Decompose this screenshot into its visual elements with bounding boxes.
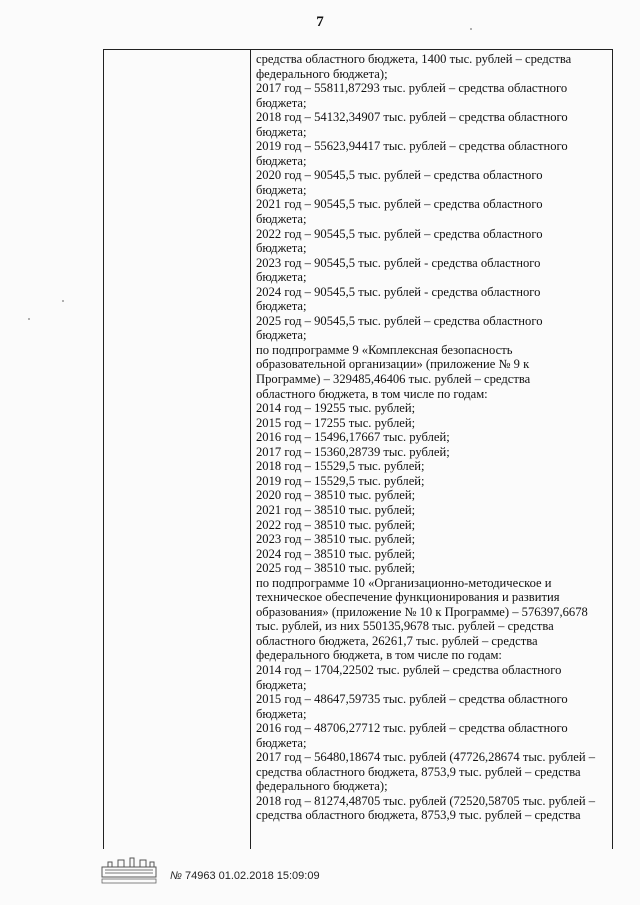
scan-speck xyxy=(470,28,472,30)
text-line: средства областного бюджета, 1400 тыс. рублей – средства xyxy=(256,52,572,66)
text-line: бюджета; xyxy=(256,328,307,343)
text-line: областного бюджета, 26261,7 тыс. рублей – средства xyxy=(256,633,538,648)
text-line: федерального бюджета); xyxy=(256,779,388,794)
footer-doc-id: 74963 xyxy=(184,870,216,882)
text-line: федерального бюджета); xyxy=(256,66,388,81)
text-line: образовательной организации» (приложение № 9 к xyxy=(256,357,530,372)
text-line: бюджета; xyxy=(256,124,307,139)
number-sign: № xyxy=(170,870,182,882)
text-line: тыс. рублей, из них 550135,9678 тыс. рублей – средства xyxy=(256,619,554,634)
text-line: бюджета; xyxy=(256,241,307,256)
text-line: бюджета; xyxy=(256,212,307,227)
text-line: 2022 год – 90545,5 тыс. рублей – средства областного xyxy=(256,226,543,241)
text-line: бюджета; xyxy=(256,706,307,721)
text-line: 2017 год – 15360,28739 тыс. рублей; xyxy=(256,444,450,459)
text-line: бюджета; xyxy=(256,677,307,692)
text-line: 2015 год – 17255 тыс. рублей; xyxy=(256,415,416,430)
text-line: 2016 год – 15496,17667 тыс. рублей; xyxy=(256,430,450,445)
scan-speck xyxy=(62,300,64,302)
text-line: средства областного бюджета, 8753,9 тыс. рублей – средства xyxy=(256,764,581,779)
text-line: 2018 год – 81274,48705 тыс. рублей (72520,58705 тыс. рублей – xyxy=(256,793,596,808)
text-line: 2021 год – 90545,5 тыс. рублей – средства областного xyxy=(256,197,543,212)
text-line: 2022 год – 38510 тыс. рублей; xyxy=(256,517,416,532)
text-line: 2017 год – 55811,87293 тыс. рублей – средства областного xyxy=(256,81,568,96)
text-line: 2023 год – 38510 тыс. рублей; xyxy=(256,532,416,547)
text-line: бюджета; xyxy=(256,153,307,168)
text-line: федерального бюджета, в том числе по годам: xyxy=(256,648,502,663)
text-line: областного бюджета, в том числе по годам: xyxy=(256,386,488,401)
text-line: 2020 год – 38510 тыс. рублей; xyxy=(256,488,416,503)
emblem-stamp-icon xyxy=(100,857,160,885)
text-line: 2023 год – 90545,5 тыс. рублей - средства областного xyxy=(256,255,541,270)
text-line: бюджета; xyxy=(256,735,307,750)
scan-speck xyxy=(28,318,30,320)
text-line: 2025 год – 90545,5 тыс. рублей – средства областного xyxy=(256,313,543,328)
text-line: 2018 год – 54132,34907 тыс. рублей – средства областного xyxy=(256,110,568,125)
table-left-column xyxy=(104,50,251,849)
document-table xyxy=(103,49,613,849)
text-line: техническое обеспечение функционирования и развития xyxy=(256,590,560,605)
text-line: бюджета; xyxy=(256,299,307,314)
text-line: 2014 год – 1704,22502 тыс. рублей – средства областного xyxy=(256,662,562,677)
text-line: по подпрограмме 10 «Организационно-методическое и xyxy=(256,575,552,590)
text-line: 2018 год – 15529,5 тыс. рублей; xyxy=(256,459,425,474)
footer-datetime: 01.02.2018 15:09:09 xyxy=(218,870,320,882)
text-line: 2019 год – 55623,94417 тыс. рублей – средства областного xyxy=(256,139,568,154)
text-line: 2015 год – 48647,59735 тыс. рублей – средства областного xyxy=(256,692,568,707)
table-right-column xyxy=(256,52,611,823)
text-line: 2020 год – 90545,5 тыс. рублей – средства областного xyxy=(256,168,543,183)
text-line: 2025 год – 38510 тыс. рублей; xyxy=(256,561,416,576)
text-line: бюджета; xyxy=(256,95,307,110)
text-line: образования» (приложение № 10 к Программе) – 576397,6678 xyxy=(256,604,588,619)
text-line: 2016 год – 48706,27712 тыс. рублей – средства областного xyxy=(256,721,568,736)
text-line: 2019 год – 15529,5 тыс. рублей; xyxy=(256,473,425,488)
text-line: 2014 год – 19255 тыс. рублей; xyxy=(256,401,416,416)
page-number: 7 xyxy=(316,14,324,30)
text-line: 2024 год – 90545,5 тыс. рублей - средства областного xyxy=(256,284,541,299)
text-line: 2021 год – 38510 тыс. рублей; xyxy=(256,502,416,517)
text-line: бюджета; xyxy=(256,182,307,197)
text-line: бюджета; xyxy=(256,270,307,285)
text-line: 2024 год – 38510 тыс. рублей; xyxy=(256,546,416,561)
text-line: 2017 год – 56480,18674 тыс. рублей (47726,28674 тыс. рублей – xyxy=(256,750,596,765)
text-line: средства областного бюджета, 8753,9 тыс. рублей – средства xyxy=(256,808,581,823)
text-line: Программе) – 329485,46406 тыс. рублей – средства xyxy=(256,372,531,387)
text-line: по подпрограмме 9 «Комплексная безопасность xyxy=(256,342,513,357)
document-footer xyxy=(170,870,320,882)
